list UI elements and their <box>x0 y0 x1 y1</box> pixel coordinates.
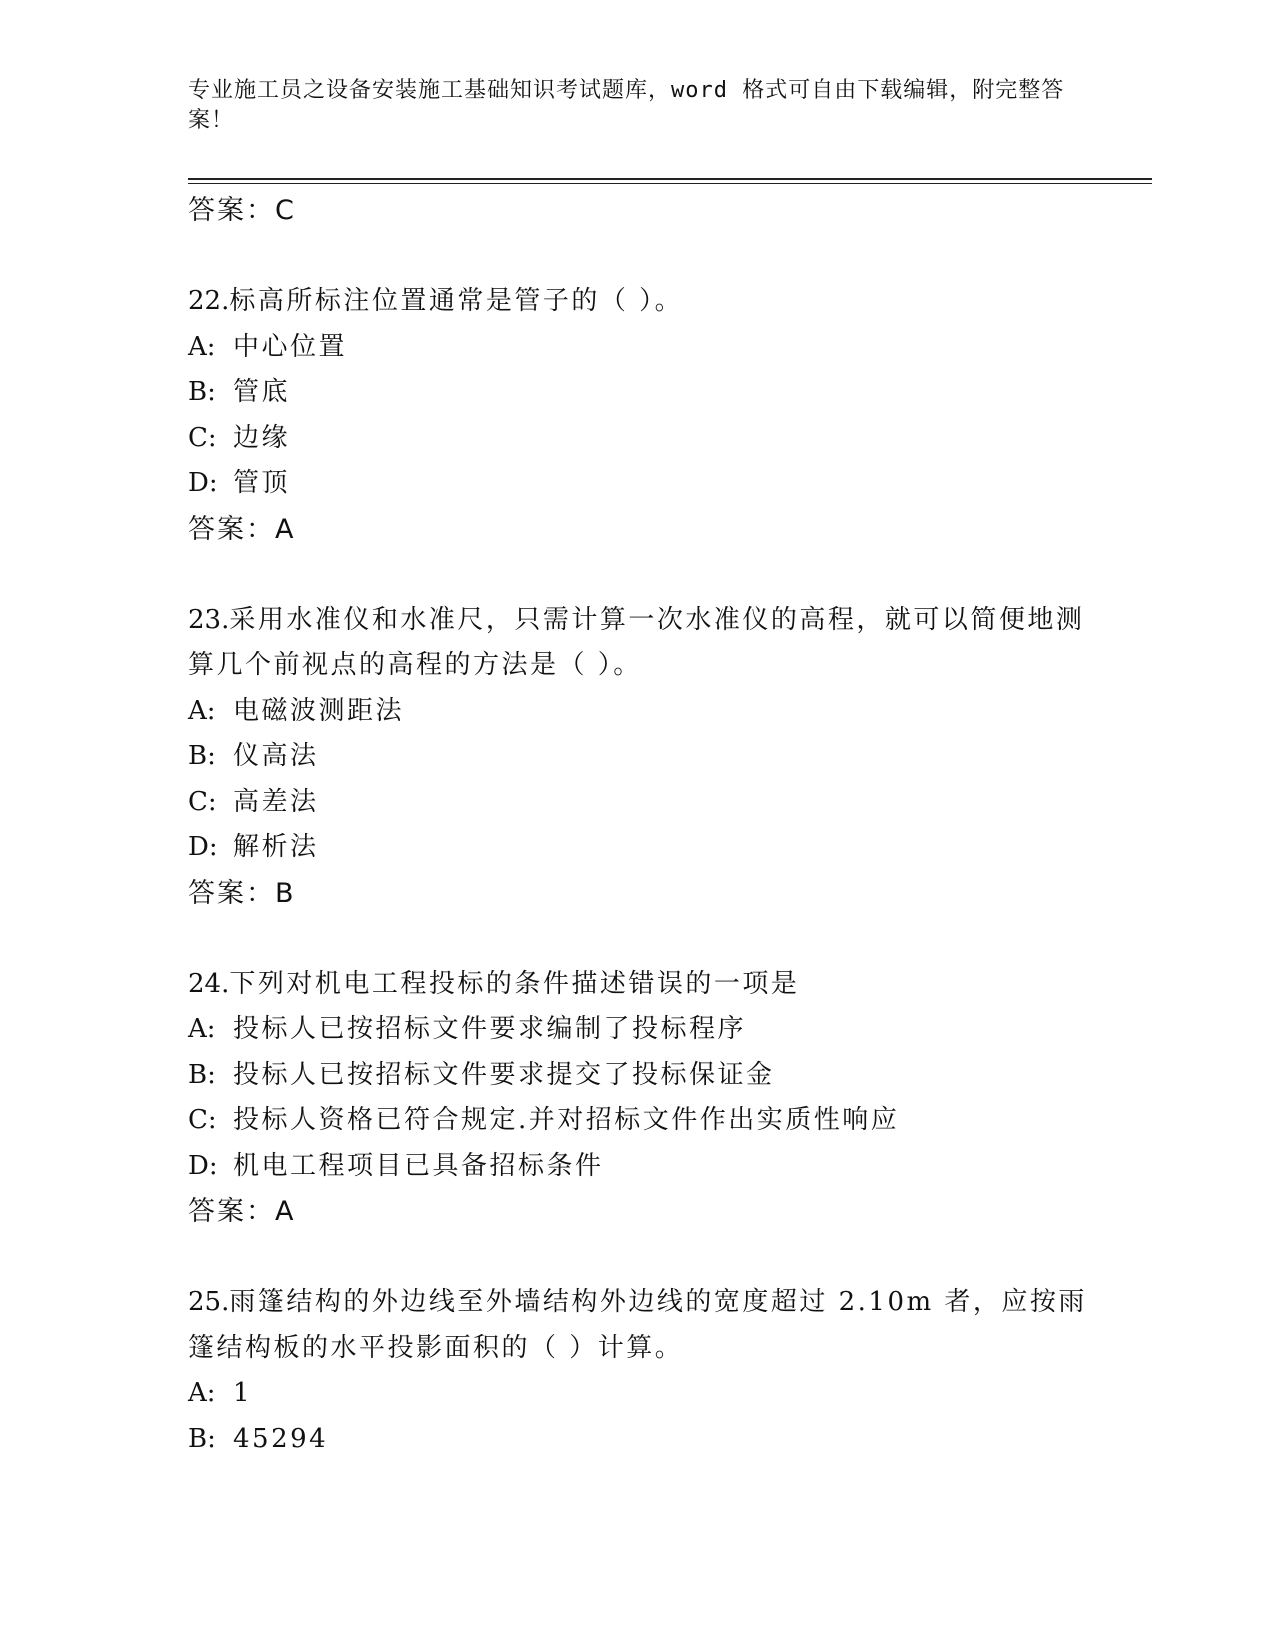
option-letter: C: <box>188 1105 217 1135</box>
answer-line: 答案：A <box>188 1196 296 1227</box>
option-letter: A: <box>188 331 216 362</box>
question-24 <box>188 962 1088 1235</box>
option-b <box>188 734 1088 780</box>
question-number: 24. <box>188 968 230 999</box>
question-text: 采用水准仪和水准尺，只需计算一次水准仪的高程，就可以简便地测算几个前视点的高程的方法是（ ）。 <box>188 604 1085 680</box>
option-text: 边缘 <box>233 422 291 453</box>
option-a <box>188 1007 1088 1053</box>
spacer <box>188 916 1088 962</box>
option-a <box>188 1371 1088 1417</box>
option-c <box>188 780 1088 826</box>
option-letter: B: <box>188 377 216 407</box>
option-text: 1 <box>233 1378 253 1408</box>
option-letter: B: <box>188 1423 216 1454</box>
option-letter: C: <box>188 422 217 453</box>
option-letter: B: <box>188 741 216 771</box>
option-b <box>188 370 1088 416</box>
option-letter: A: <box>188 1378 216 1408</box>
option-text: 管顶 <box>233 468 291 498</box>
option-text: 中心位置 <box>233 331 348 362</box>
option-text: 45294 <box>233 1423 329 1454</box>
question-stem <box>188 1280 1088 1371</box>
option-letter: B: <box>188 1059 216 1090</box>
question-number: 23. <box>188 604 230 635</box>
option-text: 高差法 <box>233 786 319 817</box>
option-text: 仪高法 <box>233 741 319 771</box>
page-header: 专业施工员之设备安装施工基础知识考试题库，word 格式可自由下载编辑，附完整答案！ <box>188 78 1065 133</box>
question-number: 25. <box>188 1287 230 1317</box>
question-text: 标高所标注位置通常是管子的（ ）。 <box>229 286 684 316</box>
option-text: 机电工程项目已具备招标条件 <box>233 1150 604 1181</box>
answer-line: 答案：A <box>188 513 296 545</box>
option-d <box>188 825 1088 871</box>
option-text: 解析法 <box>233 832 319 862</box>
question-stem <box>188 598 1088 689</box>
question-stem <box>188 962 1088 1008</box>
option-text: 投标人资格已符合规定.并对招标文件作出实质性响应 <box>233 1105 900 1135</box>
option-d <box>188 1144 1088 1190</box>
question-list <box>188 188 1088 1462</box>
spacer <box>188 1234 1088 1280</box>
option-letter: D: <box>188 1150 218 1181</box>
question-23 <box>188 598 1088 916</box>
spacer <box>188 552 1088 598</box>
option-text: 投标人已按招标文件要求编制了投标程序 <box>233 1014 747 1044</box>
option-text: 管底 <box>233 377 291 407</box>
question-text: 下列对机电工程投标的条件描述错误的一项是 <box>229 968 800 999</box>
option-a <box>188 689 1088 735</box>
previous-answer: 答案：C <box>188 195 296 226</box>
option-text: 投标人已按招标文件要求提交了投标保证金 <box>233 1059 775 1090</box>
option-letter: A: <box>188 695 216 726</box>
header-rule-thick <box>188 178 1152 180</box>
answer-line: 答案：B <box>188 877 296 909</box>
spacer <box>188 233 1088 279</box>
question-22 <box>188 279 1088 552</box>
option-letter: D: <box>188 468 218 498</box>
option-a <box>188 325 1088 371</box>
option-c <box>188 1098 1088 1144</box>
option-letter: A: <box>188 1014 216 1044</box>
question-number: 22. <box>188 286 230 316</box>
header-rule-thin <box>188 183 1152 184</box>
option-b <box>188 1053 1088 1099</box>
option-text: 电磁波测距法 <box>233 695 405 726</box>
option-b <box>188 1417 1088 1463</box>
option-letter: C: <box>188 786 217 817</box>
option-d <box>188 461 1088 507</box>
question-text: 雨篷结构的外边线至外墙结构外边线的宽度超过 2.10m 者，应按雨篷结构板的水平投影面积的（ ）计算。 <box>188 1287 1087 1363</box>
option-c <box>188 416 1088 462</box>
question-25 <box>188 1280 1088 1462</box>
option-letter: D: <box>188 832 218 862</box>
question-stem <box>188 279 1088 325</box>
